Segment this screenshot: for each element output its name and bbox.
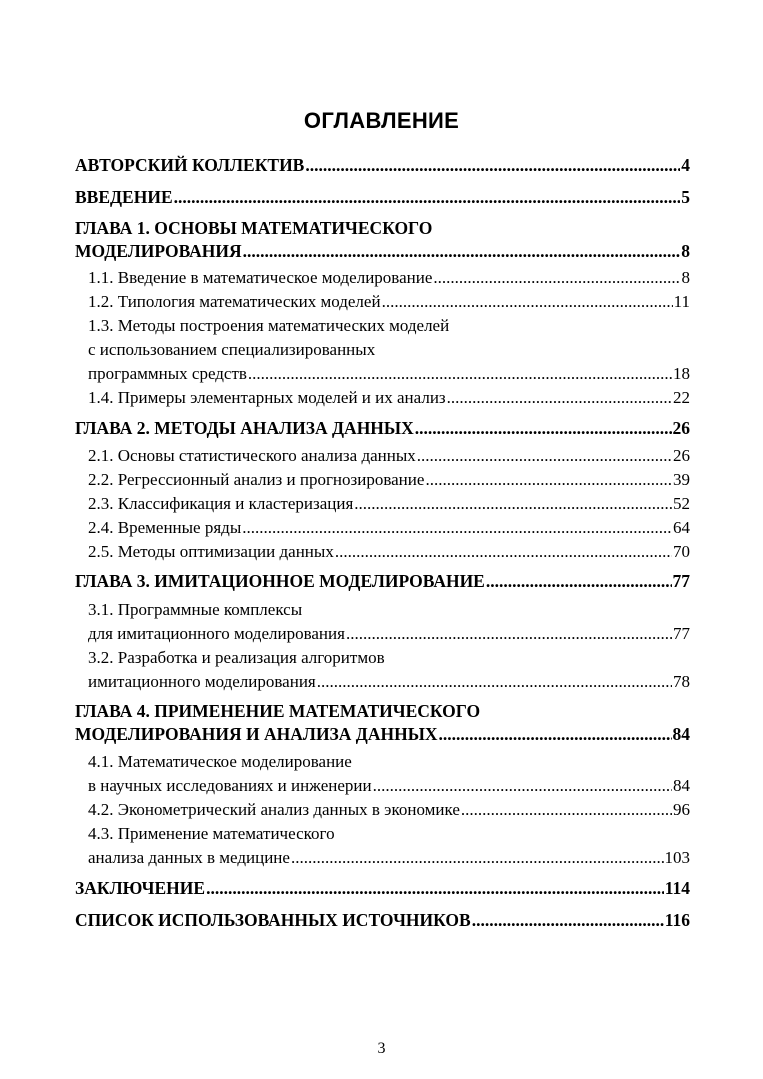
toc-page-number: 103 [664,848,690,867]
toc-page-number: 4 [681,155,690,175]
dot-leader [346,624,672,644]
toc-page-number: 116 [664,910,690,930]
toc-entry-text: 2.2. Регрессионный анализ и прогнозирование [88,470,425,489]
dot-leader [417,446,672,466]
toc-entry-ch4-line1: ГЛАВА 4. ПРИМЕНЕНИЕ МАТЕМАТИЧЕСКОГО [75,701,481,721]
toc-entry-1-1[interactable] [88,268,690,290]
toc-entry-2-5[interactable] [88,542,690,564]
page-number: 3 [377,1040,386,1057]
dot-leader [439,724,672,744]
toc-page-number: 26 [673,446,690,465]
toc-entry-authors[interactable] [75,155,690,177]
toc-entry-1-4[interactable] [88,388,690,410]
dot-leader [243,241,681,261]
toc-entry-1-3-line1: 1.3. Методы построения математических моделей [88,316,450,335]
toc-entry-text: АВТОРСКИЙ КОЛЛЕКТИВ [75,155,305,175]
toc-entry-4-3[interactable] [88,848,690,870]
toc-entry-2-2[interactable] [88,470,690,492]
toc-entry-text: в научных исследованиях и инженерии [88,776,372,795]
toc-entry-text: ЗАКЛЮЧЕНИЕ [75,878,206,898]
toc-entry-3-2[interactable] [88,672,690,694]
toc-entry-conclusion[interactable] [75,878,690,900]
dot-leader [335,542,672,562]
dot-leader [305,155,680,175]
toc-page-number: 5 [681,187,690,207]
toc-entry-4-2[interactable] [88,800,690,822]
toc-entry-references[interactable] [75,910,690,932]
toc-entry-text: МОДЕЛИРОВАНИЯ И АНАЛИЗА ДАННЫХ [75,724,438,744]
toc-page-number: 78 [673,672,690,691]
toc-entry-text: 2.3. Классификация и кластеризация [88,494,354,513]
toc-entry-text: 1.4. Примеры элементарных моделей и их анализ [88,388,446,407]
toc-page-number: 26 [672,418,690,438]
toc-entry-ch2[interactable] [75,418,690,440]
dot-leader [425,470,672,490]
toc-entry-text: 2.4. Временные ряды [88,518,242,537]
toc-page-number: 114 [664,878,690,898]
toc-entry-3-1[interactable] [88,624,690,646]
toc-page-number: 18 [673,364,690,383]
dot-leader [472,910,664,930]
toc-entry-1-3[interactable] [88,364,690,386]
toc-page-number: 39 [673,470,690,489]
toc-entry-text: 1.1. Введение в математическое моделирование [88,268,433,287]
toc-entry-4-1[interactable] [88,776,690,798]
toc-page-number: 70 [673,542,690,561]
toc-entry-2-1[interactable] [88,446,690,468]
toc-entry-text: МОДЕЛИРОВАНИЯ [75,241,242,261]
toc-entry-4-3-line1: 4.3. Применение математического [88,824,335,843]
toc-entry-ch3[interactable] [75,571,690,593]
toc-entry-1-3-line2: с использованием специализированных [88,340,376,359]
toc-entry-ch1-line1: ГЛАВА 1. ОСНОВЫ МАТЕМАТИЧЕСКОГО [75,218,433,238]
toc-entry-3-1-line1: 3.1. Программные комплексы [88,600,303,619]
dot-leader [248,364,672,384]
toc-page-number: 8 [681,268,690,287]
dot-leader [317,672,672,692]
toc-page-number: 77 [673,624,690,643]
toc-page-number: 84 [672,724,690,744]
toc-entry-text: 2.5. Методы оптимизации данных [88,542,334,561]
toc-entry-ch1[interactable] [75,241,690,263]
toc-entry-text: имитационного моделирования [88,672,316,691]
toc-page-number: 8 [681,241,690,261]
toc-entry-1-2[interactable] [88,292,690,314]
toc-entry-text: 1.2. Типология математических моделей [88,292,381,311]
dot-leader [174,187,681,207]
toc-entry-text: СПИСОК ИСПОЛЬЗОВАННЫХ ИСТОЧНИКОВ [75,910,471,930]
toc-entry-2-4[interactable] [88,518,690,540]
toc-page-number: 84 [673,776,690,795]
toc-entry-text: ГЛАВА 2. МЕТОДЫ АНАЛИЗА ДАННЫХ [75,418,414,438]
dot-leader [415,418,672,438]
dot-leader [354,494,672,514]
toc-title: ОГЛАВЛЕНИЕ [303,108,460,133]
toc-entry-3-2-line1: 3.2. Разработка и реализация алгоритмов [88,648,385,667]
dot-leader [382,292,673,312]
dot-leader [373,776,672,796]
toc-page-number: 22 [673,388,690,407]
dot-leader [242,518,672,538]
toc-page-number: 77 [672,571,690,591]
toc-entry-text: 2.1. Основы статистического анализа данных [88,446,416,465]
toc-entry-text: ГЛАВА 3. ИМИТАЦИОННОЕ МОДЕЛИРОВАНИЕ [75,571,485,591]
dot-leader [461,800,672,820]
toc-entry-intro[interactable] [75,187,690,209]
toc-page-number: 11 [673,292,690,311]
toc-page-number: 52 [673,494,690,513]
toc-entry-2-3[interactable] [88,494,690,516]
dot-leader [206,878,664,898]
dot-leader [486,571,672,591]
dot-leader [291,848,664,868]
toc-entry-text: 4.2. Эконометрический анализ данных в экономике [88,800,460,819]
dot-leader [447,388,672,408]
toc-entry-text: для имитационного моделирования [88,624,345,643]
toc-entry-text: ВВЕДЕНИЕ [75,187,173,207]
toc-page-number: 96 [673,800,690,819]
toc-page-number: 64 [673,518,690,537]
dot-leader [433,268,680,288]
toc-entry-text: программных средств [88,364,247,383]
toc-entry-ch4[interactable] [75,724,690,746]
toc-entry-text: анализа данных в медицине [88,848,290,867]
toc-entry-4-1-line1: 4.1. Математическое моделирование [88,752,352,771]
